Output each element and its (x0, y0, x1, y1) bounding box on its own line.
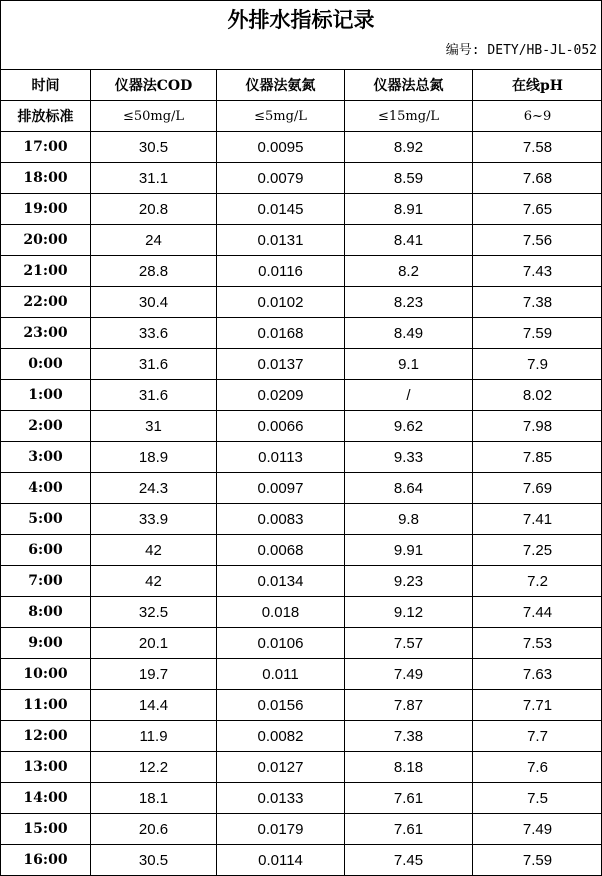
cell-time: 21:00 (1, 256, 91, 287)
cell-cod: 24 (91, 225, 217, 256)
cell-ph: 7.58 (473, 132, 602, 163)
cell-time: 12:00 (1, 721, 91, 752)
cell-total-nitrogen: 7.61 (345, 814, 473, 845)
table-row (1, 225, 602, 256)
cell-ammonia: 0.0102 (217, 287, 345, 318)
cell-cod: 31.6 (91, 380, 217, 411)
cell-ammonia: 0.018 (217, 597, 345, 628)
cell-time: 17:00 (1, 132, 91, 163)
cell-cod: 20.8 (91, 194, 217, 225)
cell-time: 16:00 (1, 845, 91, 876)
cell-ammonia: 0.0127 (217, 752, 345, 783)
cell-time: 1:00 (1, 380, 91, 411)
table-row (1, 194, 602, 225)
cell-ph: 8.02 (473, 380, 602, 411)
standard-ph: 6~9 (473, 101, 602, 132)
cell-ph: 7.41 (473, 504, 602, 535)
cell-ph: 7.68 (473, 163, 602, 194)
cell-ammonia: 0.0116 (217, 256, 345, 287)
cell-ammonia: 0.0137 (217, 349, 345, 380)
cell-ammonia: 0.0066 (217, 411, 345, 442)
table-row (1, 163, 602, 194)
cell-ph: 7.63 (473, 659, 602, 690)
cell-ph: 7.7 (473, 721, 602, 752)
cell-total-nitrogen: 8.92 (345, 132, 473, 163)
table-row (1, 256, 602, 287)
cell-time: 7:00 (1, 566, 91, 597)
header-cod: 仪器法COD (91, 70, 217, 101)
discharge-table (0, 69, 602, 876)
cell-time: 4:00 (1, 473, 91, 504)
table-row (1, 349, 602, 380)
cell-time: 22:00 (1, 287, 91, 318)
cell-ph: 7.56 (473, 225, 602, 256)
table-row (1, 597, 602, 628)
cell-cod: 20.6 (91, 814, 217, 845)
header-total-nitrogen: 仪器法总氮 (345, 70, 473, 101)
cell-ammonia: 0.0082 (217, 721, 345, 752)
cell-cod: 19.7 (91, 659, 217, 690)
cell-ammonia: 0.0179 (217, 814, 345, 845)
cell-ammonia: 0.0068 (217, 535, 345, 566)
cell-total-nitrogen: 8.23 (345, 287, 473, 318)
table-row (1, 783, 602, 814)
cell-cod: 24.3 (91, 473, 217, 504)
cell-ammonia: 0.0134 (217, 566, 345, 597)
header-ammonia: 仪器法氨氮 (217, 70, 345, 101)
cell-ammonia: 0.0083 (217, 504, 345, 535)
cell-total-nitrogen: 9.33 (345, 442, 473, 473)
table-row (1, 318, 602, 349)
cell-time: 14:00 (1, 783, 91, 814)
cell-cod: 42 (91, 535, 217, 566)
header-row (1, 70, 602, 101)
cell-ammonia: 0.0145 (217, 194, 345, 225)
standard-row (1, 101, 602, 132)
cell-ph: 7.53 (473, 628, 602, 659)
table-row (1, 628, 602, 659)
cell-time: 9:00 (1, 628, 91, 659)
cell-total-nitrogen: 9.23 (345, 566, 473, 597)
standard-ammonia: ≤5mg/L (217, 101, 345, 132)
cell-time: 8:00 (1, 597, 91, 628)
cell-total-nitrogen: / (345, 380, 473, 411)
cell-time: 11:00 (1, 690, 91, 721)
cell-ph: 7.65 (473, 194, 602, 225)
table-row (1, 132, 602, 163)
cell-total-nitrogen: 7.49 (345, 659, 473, 690)
cell-time: 0:00 (1, 349, 91, 380)
cell-ph: 7.98 (473, 411, 602, 442)
cell-cod: 28.8 (91, 256, 217, 287)
cell-ph: 7.6 (473, 752, 602, 783)
cell-total-nitrogen: 8.41 (345, 225, 473, 256)
cell-cod: 31.6 (91, 349, 217, 380)
table-row (1, 411, 602, 442)
standard-total-nitrogen: ≤15mg/L (345, 101, 473, 132)
table-row (1, 380, 602, 411)
cell-time: 15:00 (1, 814, 91, 845)
table-row (1, 721, 602, 752)
cell-cod: 30.4 (91, 287, 217, 318)
cell-time: 20:00 (1, 225, 91, 256)
cell-time: 5:00 (1, 504, 91, 535)
cell-ph: 7.9 (473, 349, 602, 380)
cell-cod: 12.2 (91, 752, 217, 783)
cell-ph: 7.43 (473, 256, 602, 287)
cell-total-nitrogen: 7.87 (345, 690, 473, 721)
cell-cod: 32.5 (91, 597, 217, 628)
header-ph: 在线pH (473, 70, 602, 101)
cell-cod: 20.1 (91, 628, 217, 659)
cell-total-nitrogen: 8.64 (345, 473, 473, 504)
cell-ph: 7.2 (473, 566, 602, 597)
cell-ammonia: 0.0131 (217, 225, 345, 256)
cell-ph: 7.71 (473, 690, 602, 721)
cell-ph: 7.44 (473, 597, 602, 628)
cell-ammonia: 0.0097 (217, 473, 345, 504)
cell-time: 13:00 (1, 752, 91, 783)
cell-total-nitrogen: 7.45 (345, 845, 473, 876)
cell-total-nitrogen: 8.49 (345, 318, 473, 349)
cell-cod: 33.9 (91, 504, 217, 535)
cell-cod: 30.5 (91, 845, 217, 876)
cell-ammonia: 0.0106 (217, 628, 345, 659)
cell-total-nitrogen: 9.1 (345, 349, 473, 380)
table-row (1, 814, 602, 845)
cell-ph: 7.38 (473, 287, 602, 318)
cell-ammonia: 0.0209 (217, 380, 345, 411)
cell-ph: 7.85 (473, 442, 602, 473)
cell-total-nitrogen: 7.57 (345, 628, 473, 659)
cell-cod: 18.9 (91, 442, 217, 473)
cell-ammonia: 0.0114 (217, 845, 345, 876)
cell-total-nitrogen: 8.2 (345, 256, 473, 287)
standard-label: 排放标准 (1, 101, 91, 132)
cell-time: 19:00 (1, 194, 91, 225)
cell-cod: 14.4 (91, 690, 217, 721)
cell-time: 3:00 (1, 442, 91, 473)
cell-ph: 7.49 (473, 814, 602, 845)
table-row (1, 845, 602, 876)
cell-cod: 11.9 (91, 721, 217, 752)
cell-ph: 7.69 (473, 473, 602, 504)
cell-cod: 31.1 (91, 163, 217, 194)
cell-total-nitrogen: 8.91 (345, 194, 473, 225)
cell-cod: 31 (91, 411, 217, 442)
cell-time: 2:00 (1, 411, 91, 442)
cell-time: 10:00 (1, 659, 91, 690)
cell-time: 18:00 (1, 163, 91, 194)
cell-cod: 42 (91, 566, 217, 597)
cell-ammonia: 0.0168 (217, 318, 345, 349)
table-row (1, 535, 602, 566)
cell-time: 6:00 (1, 535, 91, 566)
header-time: 时间 (1, 70, 91, 101)
cell-total-nitrogen: 9.62 (345, 411, 473, 442)
cell-ammonia: 0.0079 (217, 163, 345, 194)
table-row (1, 659, 602, 690)
table-row (1, 287, 602, 318)
cell-total-nitrogen: 8.18 (345, 752, 473, 783)
cell-cod: 30.5 (91, 132, 217, 163)
table-row (1, 504, 602, 535)
table-row (1, 442, 602, 473)
cell-ammonia: 0.011 (217, 659, 345, 690)
standard-cod: ≤50mg/L (91, 101, 217, 132)
cell-ph: 7.5 (473, 783, 602, 814)
cell-ammonia: 0.0113 (217, 442, 345, 473)
cell-time: 23:00 (1, 318, 91, 349)
cell-ph: 7.59 (473, 845, 602, 876)
cell-ammonia: 0.0133 (217, 783, 345, 814)
cell-total-nitrogen: 7.38 (345, 721, 473, 752)
cell-ph: 7.59 (473, 318, 602, 349)
document-number: 编号: DETY/HB-JL-052 (445, 43, 597, 58)
page-title: 外排水指标记录 (227, 7, 375, 32)
cell-ammonia: 0.0095 (217, 132, 345, 163)
cell-total-nitrogen: 9.8 (345, 504, 473, 535)
cell-cod: 18.1 (91, 783, 217, 814)
table-row (1, 566, 602, 597)
cell-total-nitrogen: 8.59 (345, 163, 473, 194)
table-row (1, 752, 602, 783)
cell-total-nitrogen: 7.61 (345, 783, 473, 814)
cell-cod: 33.6 (91, 318, 217, 349)
cell-total-nitrogen: 9.12 (345, 597, 473, 628)
cell-total-nitrogen: 9.91 (345, 535, 473, 566)
table-row (1, 473, 602, 504)
table-row (1, 690, 602, 721)
cell-ph: 7.25 (473, 535, 602, 566)
cell-ammonia: 0.0156 (217, 690, 345, 721)
